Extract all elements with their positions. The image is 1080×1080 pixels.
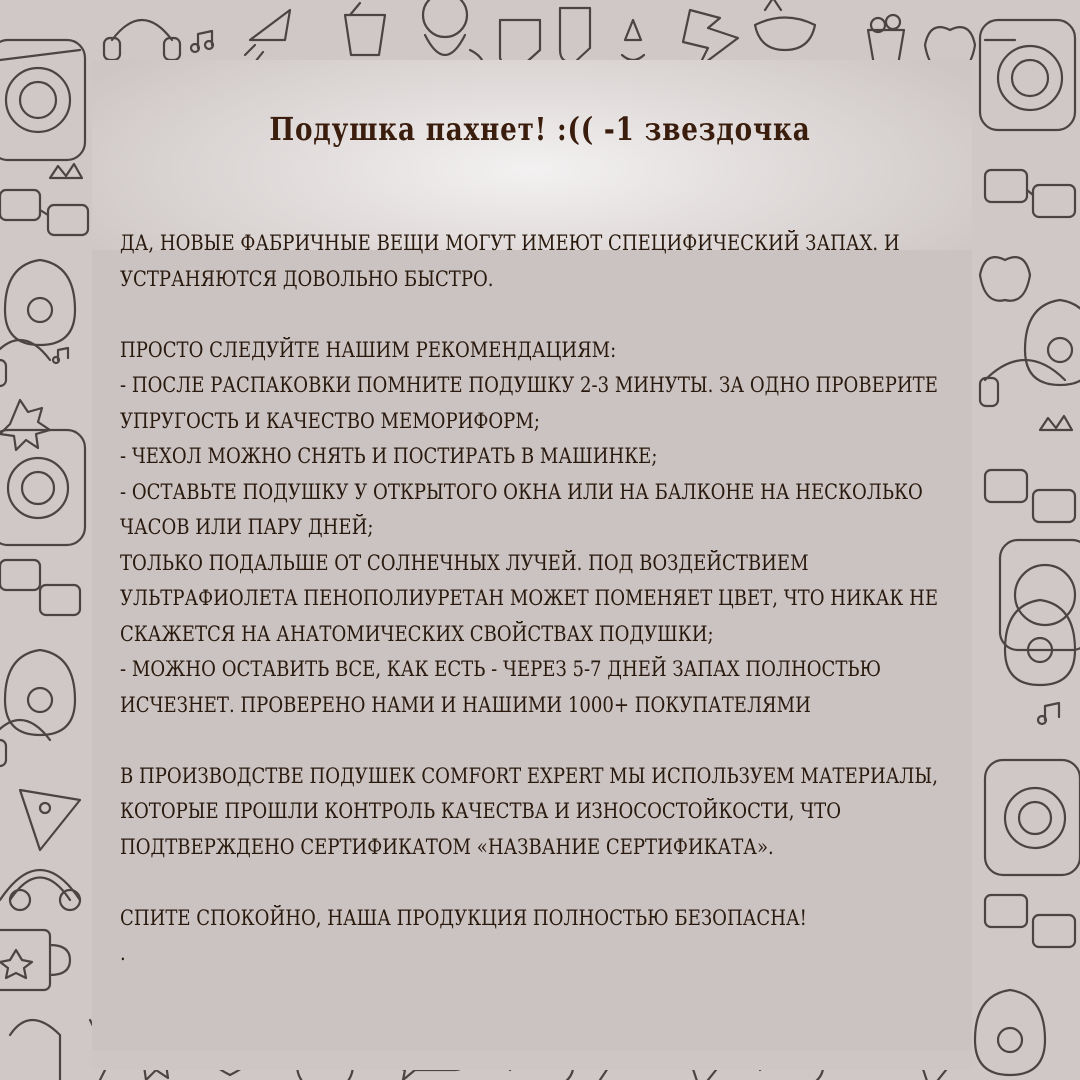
text-line: СПИТЕ СПОКОЙНО, НАША ПРОДУКЦИЯ ПОЛНОСТЬЮ БЕЗОПАСНА! [120,905,807,930]
headphones-icon [980,360,1065,406]
crown-icon [1040,416,1072,430]
text-line: ИСЧЕЗНЕТ. ПРОВЕРЕНО НАМИ И НАШИМИ 1000+ ПОКУПАТЕЛЯМИ [120,692,811,717]
mug-icon [0,930,70,990]
headphones-icon [0,720,50,766]
text-line: СКАЖЕТСЯ НА АНАТОМИЧЕСКИХ СВОЙСТВАХ ПОДУШКИ; [120,621,714,646]
text-line: - ОСТАВЬТЕ ПОДУШКУ У ОТКРЫТОГО ОКНА ИЛИ НА БАЛКОНЕ НА НЕСКОЛЬКО [120,479,923,504]
text-line: - МОЖНО ОСТАВИТЬ ВСЕ, КАК ЕСТЬ - ЧЕРЕЗ 5-7 ДНЕЙ ЗАПАХ ПОЛНОСТЬЮ [120,657,882,681]
avocado-icon [1025,300,1080,385]
text-line: В ПРОИЗВОДСТВЕ ПОДУШЕК COMFORT EXPERT МЫ ИСПОЛЬЗУЕМ МАТЕРИАЛЫ, [120,763,938,788]
text-line: ПРОСТО СЛЕДУЙТЕ НАШИМ РЕКОМЕНДАЦИЯМ: [120,337,617,362]
camera-icon [0,40,85,160]
avocado-icon [1005,600,1075,685]
camera-icon [980,20,1075,130]
text-line: ЧАСОВ ИЛИ ПАРУ ДНЕЙ; [120,515,374,539]
avocado-icon [5,260,75,345]
burst-icon [0,400,50,450]
text-line: ТОЛЬКО ПОДАЛЬШЕ ОТ СОЛНЕЧНЫХ ЛУЧЕЙ. ПОД ВОЗДЕЙСТВИЕМ [120,550,809,575]
glasses-icon [985,170,1075,217]
avocado-icon [975,990,1045,1075]
text-line: ДА, НОВЫЕ ФАБРИЧНЫЕ ВЕЩИ МОГУТ ИМЕЮТ СПЕЦИФИЧЕСКИЙ ЗАПАХ. И [120,231,900,255]
apple-icon [980,257,1030,301]
cup-icon [345,3,385,55]
popcorn-icon [868,15,904,65]
glasses-icon [985,470,1075,522]
glasses-icon [985,895,1075,947]
body-text [120,226,980,972]
lamp-icon [622,20,644,60]
text-line: . [120,941,126,965]
crown-icon [50,164,82,178]
page-title: Подушка пахнет! :(( -1 звездочка [269,110,811,148]
rainbow-icon [0,870,80,910]
pizza-icon [20,790,80,850]
music-note-icon [1038,703,1059,724]
camera-icon [985,760,1080,875]
text-line: ПОДТВЕРЖДЕНО СЕРТИФИКАТОМ «НАЗВАНИЕ СЕРТИФИКАТА». [120,834,774,859]
text-line: - ЧЕХОЛ МОЖНО СНЯТЬ И ПОСТИРАТЬ В МАШИНКЕ; [120,444,658,468]
text-line: УПРУГОСТЬ И КАЧЕСТВО МЕМОРИФОРМ; [120,408,540,433]
sleep-mask-icon [755,0,815,50]
glasses-icon [0,190,88,235]
avocado-icon [5,650,75,735]
headphones-icon [104,20,180,60]
camera-icon [1000,540,1080,650]
text-line: УЛЬТРАФИОЛЕТА ПЕНОПОЛИУРЕТАН МОЖЕТ ПОМЕНЯЕТ ЦВЕТ, ЧТО НИКАК НЕ [120,586,939,610]
music-note-icon [191,31,213,52]
text-line: КОТОРЫЕ ПРОШЛИ КОНТРОЛЬ КАЧЕСТВА И ИЗНОСОСТОЙКОСТИ, ЧТО [120,799,842,823]
rocket-icon [245,10,290,62]
text-line: - ПОСЛЕ РАСПАКОВКИ ПОМНИТЕ ПОДУШКУ 2-3 МИНУТЫ. ЗА ОДНО ПРОВЕРИТЕ [120,373,938,397]
music-note-icon [53,348,68,363]
headphones-icon [0,340,50,386]
camera-icon [0,430,85,545]
text-line: УСТРАНЯЮТСЯ ДОВОЛЬНО БЫСТРО. [120,266,494,291]
glasses-icon [0,560,80,615]
